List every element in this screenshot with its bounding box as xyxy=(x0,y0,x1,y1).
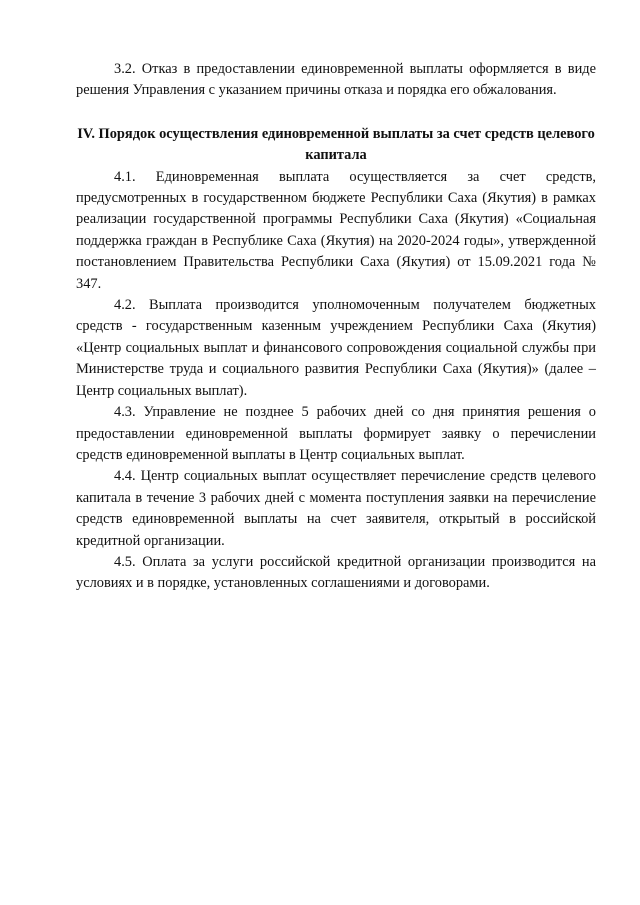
paragraph-4-2: 4.2. Выплата производится уполномоченным получателем бюджетных средств - государственным казенным учреждением Республики Саха (Якутия) «Центр социальных выплат и финансового сопровождения социальной службы при Министерстве труда и социального развития Республики Саха (Якутия)» (далее – Центр социальных выплат). xyxy=(76,297,596,399)
paragraph-4-5: 4.5. Оплата за услуги российской кредитной организации производится на условиях и в порядке, установленных соглашениями и договорами. xyxy=(76,553,596,592)
section-heading: IV. Порядок осуществления единовременной выплаты за счет средств целевого капитала xyxy=(77,125,595,164)
paragraph-4-3: 4.3. Управление не позднее 5 рабочих дней со дня принятия решения о предоставлении единовременной выплаты формирует заявку о перечислении средств единовременной выплаты в Центр социальных выплат. xyxy=(76,404,596,463)
paragraph-3-2: 3.2. Отказ в предоставлении единовременной выплаты оформляется в виде решения Управления с указанием причины отказа и порядка его обжалования. xyxy=(76,61,596,99)
paragraph-4-1: 4.1. Единовременная выплата осуществляется за счет средств, предусмотренных в государственном бюджете Республики Саха (Якутия) в рамках реализации государственной программы Республики Саха (Якутия) «Социальная поддержка граждан в Республике Саха (Якутия) на 2020-2024 годы», утвержденной постановлением Правительства Республики Саха (Якутия) от 15.09.2021 года № 347. xyxy=(76,168,596,292)
paragraph-4-4: 4.4. Центр социальных выплат осуществляет перечисление средств целевого капитала в течение 3 рабочих дней с момента поступления заявки на перечисление средств единовременной выплаты на счет заявителя, открытый в российской кредитной организации. xyxy=(76,468,596,549)
document-body xyxy=(76,59,596,595)
